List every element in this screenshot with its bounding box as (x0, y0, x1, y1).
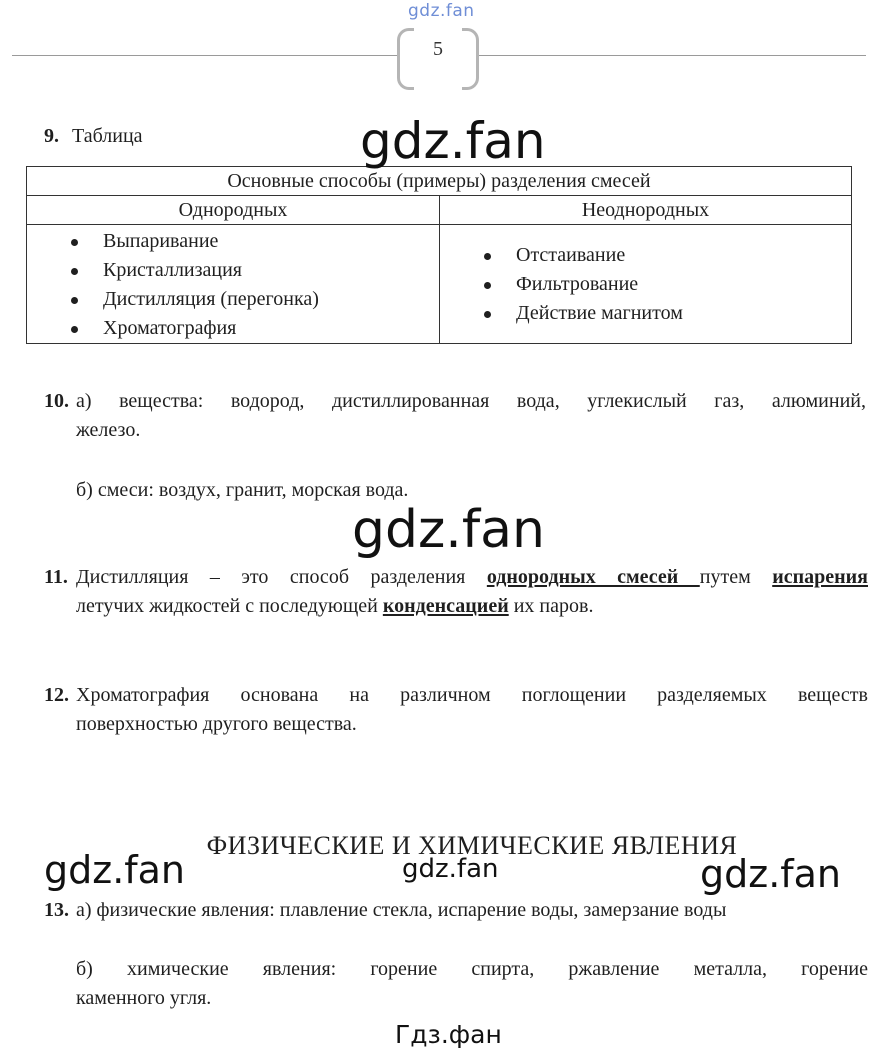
list-item: Дистилляция (перегонка) (27, 285, 439, 314)
table-header-row (27, 196, 852, 225)
heterogeneous-methods-cell (440, 225, 852, 344)
question-number-12: 12. (44, 684, 69, 706)
question-label: Таблица (72, 125, 143, 147)
term-evaporation: испарения (772, 566, 868, 588)
list-item: Кристаллизация (27, 256, 439, 285)
question-12-line2: поверхностью другого вещества. (76, 713, 357, 735)
text-fragment: путем (699, 566, 773, 588)
question-10-a-line2: железо. (76, 419, 141, 441)
question-13-b-line1: б) химические явления: горение спирта, ржавление металла, горение (76, 958, 868, 980)
text-fragment: Дистилляция – это способ разделения (76, 566, 487, 588)
header-rule-left (12, 55, 400, 56)
watermark: gdz.fan (402, 854, 499, 884)
page-number-bracket-left (397, 28, 414, 90)
column-header-heterogeneous: Неоднородных (440, 196, 852, 225)
watermark: gdz.fan (360, 112, 546, 170)
watermark: gdz.fan (44, 848, 186, 892)
question-11-line1 (76, 563, 868, 592)
watermark-bottom: Гдз.фан (395, 1020, 502, 1049)
column-header-homogeneous: Однородных (27, 196, 440, 225)
question-number: 9. (44, 125, 59, 147)
watermark: gdz.fan (700, 852, 842, 896)
term-condensation: конденсацией (382, 595, 509, 617)
watermark-top: gdz.fan (408, 1, 475, 21)
table-body-row (27, 225, 852, 344)
question-9 (44, 122, 143, 151)
list-item: Отстаивание (440, 241, 851, 270)
question-10-a-line1: а) вещества: водород, дистиллированная вода, углекислый газ, алюминий, (76, 390, 866, 412)
homogeneous-methods-list (27, 227, 439, 343)
table-title-row (27, 167, 852, 196)
list-item: Хроматография (27, 314, 439, 343)
homogeneous-methods-cell (27, 225, 440, 344)
watermark: gdz.fan (352, 500, 545, 560)
page-number: 5 (433, 38, 443, 60)
question-number-11: 11. (44, 566, 68, 588)
question-number-10: 10. (44, 390, 69, 412)
term-homogeneous-mixtures: однородных смесей (486, 566, 700, 588)
section-heading: ФИЗИЧЕСКИЕ И ХИМИЧЕСКИЕ ЯВЛЕНИЯ (206, 831, 738, 860)
text-fragment: их паров. (508, 595, 594, 617)
question-13-b-line2: каменного угля. (76, 987, 212, 1009)
page-number-bracket-right (462, 28, 479, 90)
heterogeneous-methods-list (440, 241, 851, 328)
list-item: Фильтрование (440, 270, 851, 299)
header-rule-right (476, 55, 866, 56)
text-fragment: летучих жидкостей с последующей (76, 595, 383, 617)
question-10-b: б) смеси: воздух, гранит, морская вода. (76, 479, 409, 501)
question-13-a: а) физические явления: плавление стекла, испарение воды, замерзание воды (76, 899, 727, 921)
question-number-13: 13. (44, 899, 69, 921)
question-12-line1: Хроматография основана на различном поглощении разделяемых веществ (76, 684, 868, 706)
separation-methods-table (26, 166, 852, 344)
question-11-line2 (76, 592, 593, 621)
table-title: Основные способы (примеры) разделения смесей (27, 167, 852, 196)
list-item: Выпаривание (27, 227, 439, 256)
list-item: Действие магнитом (440, 299, 851, 328)
